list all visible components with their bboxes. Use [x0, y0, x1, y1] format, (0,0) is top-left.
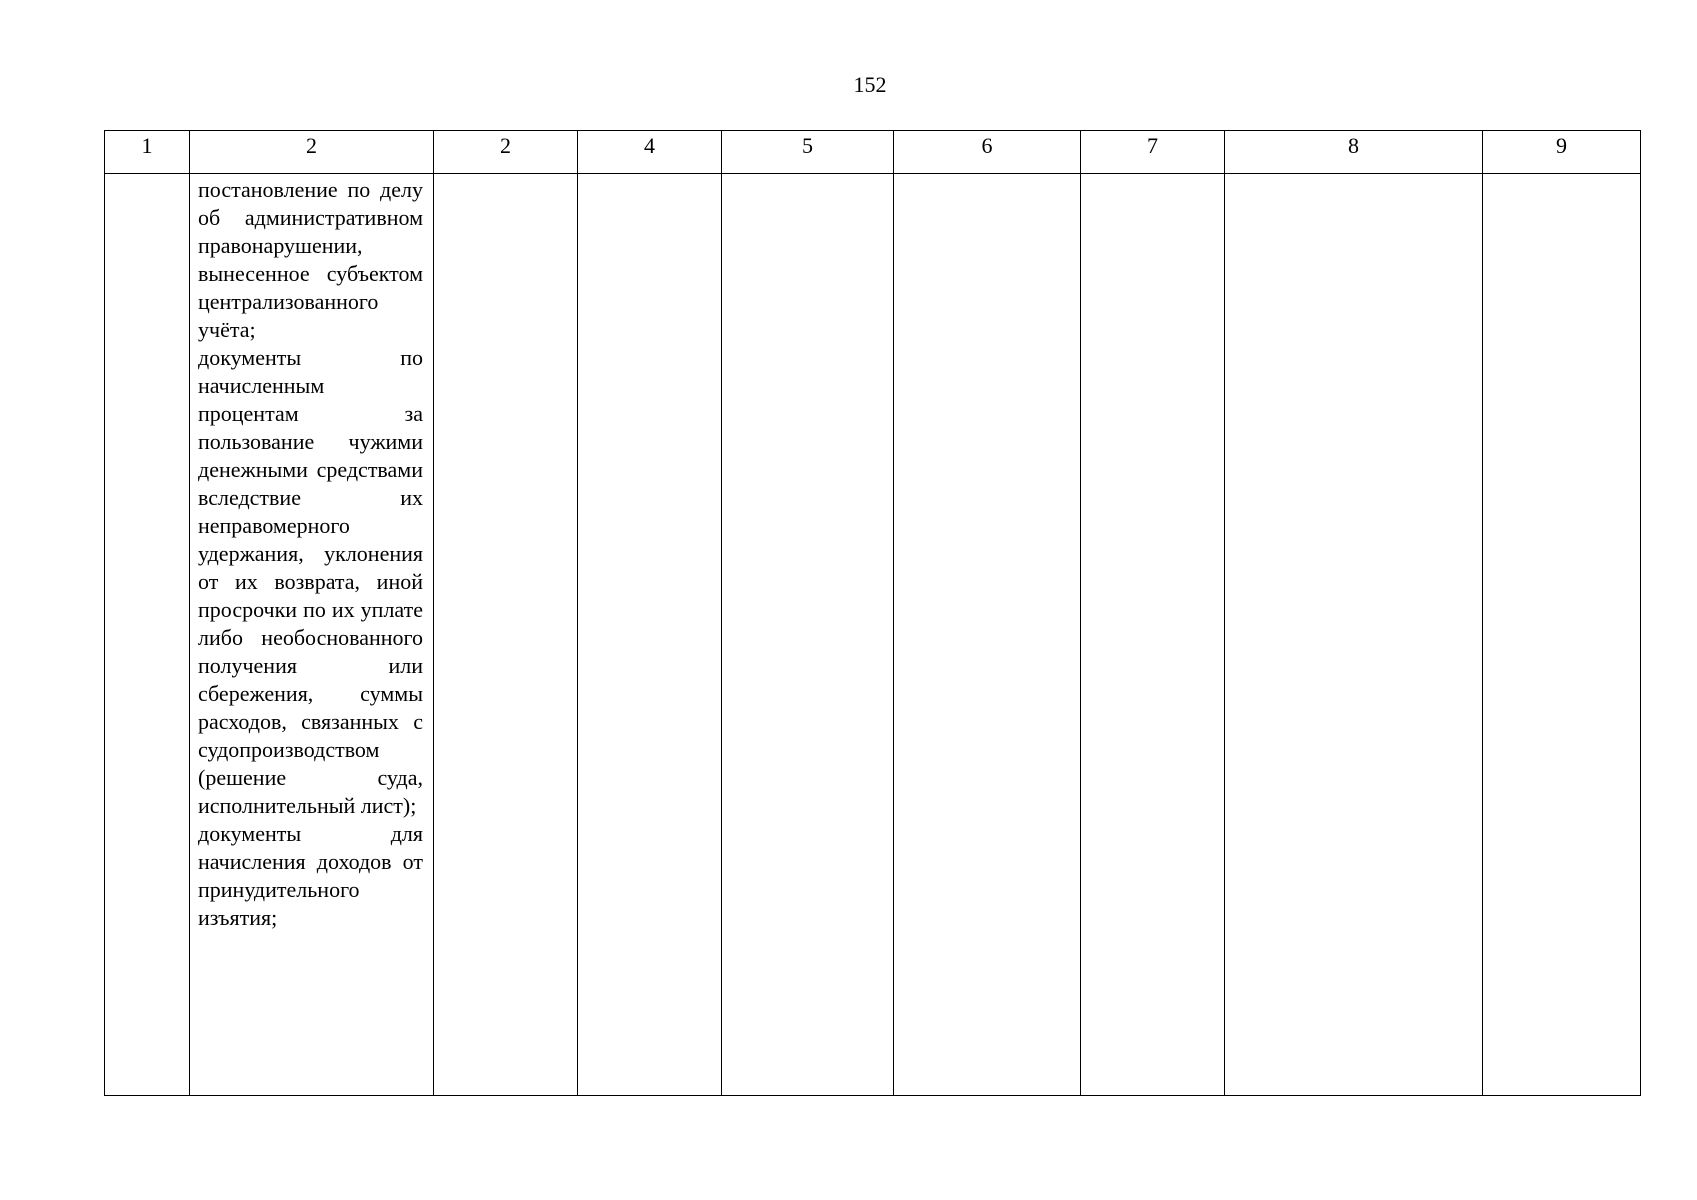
document-item-resolution: постановление по делу об административном правонарушении, вынесенное субъектом централизованного учёта;	[198, 177, 423, 342]
page-number: 152	[853, 72, 887, 97]
column-header-4: 4	[578, 131, 722, 174]
table-cell-col8	[1225, 174, 1483, 1096]
column-header-2: 2	[190, 131, 434, 174]
column-header-6: 6	[894, 131, 1081, 174]
column-header-9: 9	[1483, 131, 1641, 174]
table-cell-col5	[722, 174, 894, 1096]
column-header-5: 5	[722, 131, 894, 174]
column-header-8: 8	[1225, 131, 1483, 174]
table-row	[105, 174, 1641, 1096]
document-item-interest: документы по начисленным процентам за пользование чужими денежными средствами вследствие их неправомерного удержания, уклонения от их возврата, иной просрочки по их уплате либо необоснованного получения или сбережения, суммы расходов, связанных с судопроизводством (решение суда, исполнительный лист);	[198, 345, 423, 818]
table-header-row	[105, 131, 1641, 174]
column-header-7: 7	[1081, 131, 1225, 174]
column-header-1: 1	[105, 131, 190, 174]
table-cell-col2	[190, 174, 434, 1096]
column-header-3: 2	[434, 131, 578, 174]
table-cell-col3	[434, 174, 578, 1096]
table-cell-col4	[578, 174, 722, 1096]
document-list-text	[190, 174, 433, 932]
document-table	[104, 130, 1641, 1096]
table-cell-col1	[105, 174, 190, 1096]
document-item-seizure-income: документы для начисления доходов от принудительного изъятия;	[198, 821, 423, 930]
table-cell-col9	[1483, 174, 1641, 1096]
table-cell-col7	[1081, 174, 1225, 1096]
table-cell-col6	[894, 174, 1081, 1096]
